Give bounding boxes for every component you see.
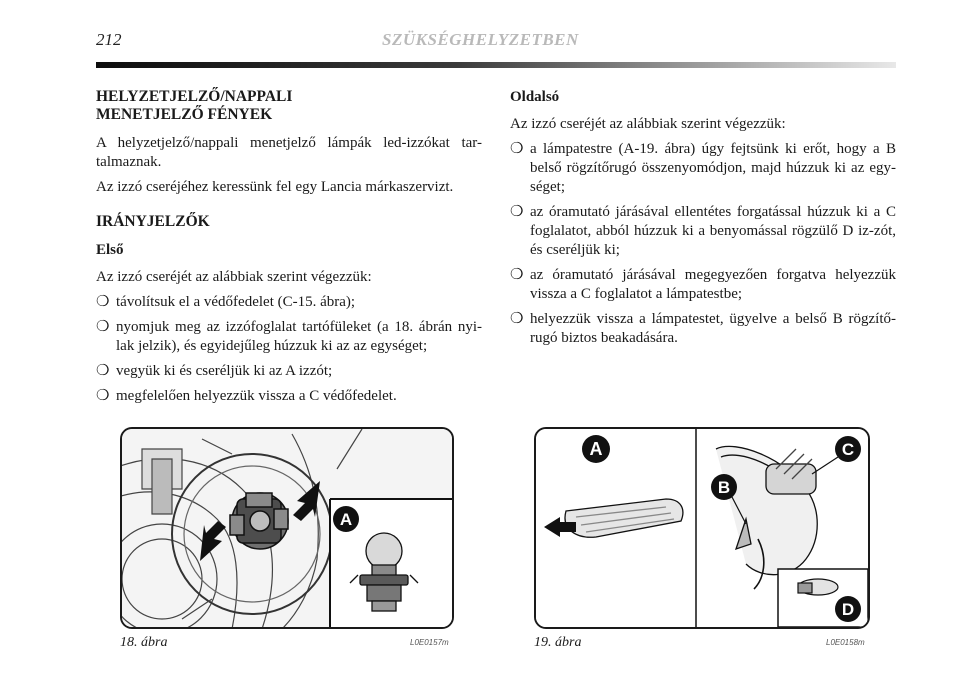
list-item	[510, 310, 896, 348]
figure-19	[534, 427, 870, 629]
paragraph-service: Az izzó cseréjéhez keressünk fel egy Lancia márkaszervizt.	[96, 179, 454, 195]
step-text: helyezzük vissza a lámpatestet, ügyelve a belső B rögzítő-rugó biztos beakadására.	[530, 311, 896, 346]
list-item	[96, 362, 482, 381]
right-column	[510, 88, 896, 354]
heading-position-lights	[96, 88, 482, 124]
running-head: SZÜKSÉGHELYZETBEN	[382, 30, 579, 49]
bullet-icon: ❍	[510, 204, 524, 220]
steps-front	[96, 293, 482, 406]
list-item	[96, 387, 482, 406]
figure-19-code: L0E0158m	[826, 638, 865, 647]
step-text: vegyük ki és cseréljük ki az A izzót;	[116, 363, 333, 379]
intro-front: Az izzó cseréjét az alábbiak szerint végezzük:	[96, 269, 372, 285]
paragraph-led: A helyzetjelző/nappali menetjelző lámpák led-izzókat tar-talmaznak.	[96, 135, 482, 170]
step-text: megfelelően helyezzük vissza a C védőfedelet.	[116, 388, 397, 404]
list-item	[510, 203, 896, 260]
label-a: A	[339, 510, 353, 529]
bulb-d-drawing	[798, 579, 838, 595]
bullet-icon: ❍	[96, 319, 110, 335]
list-item	[510, 140, 896, 197]
label-d: D	[841, 600, 855, 619]
bullet-icon: ❍	[96, 363, 110, 379]
step-text: távolítsuk el a védőfedelet (C-15. ábra);	[116, 294, 356, 310]
subheading-front: Első	[96, 242, 124, 258]
list-item	[510, 266, 896, 304]
bullet-icon: ❍	[96, 294, 110, 310]
steps-side	[510, 140, 896, 348]
figure-19-illustration	[536, 429, 868, 627]
intro-side: Az izzó cseréjét az alábbiak szerint végezzük:	[510, 116, 786, 132]
figure-19-caption: 19. ábra	[534, 635, 582, 650]
header-rule	[96, 62, 896, 68]
bulb-holder-drawing	[230, 493, 288, 549]
label-b: B	[717, 478, 731, 497]
bullet-icon: ❍	[510, 267, 524, 283]
figure-18	[120, 427, 454, 629]
step-text: az óramutató járásával ellentétes forgatással húzzuk ki a C foglalatot, abból húzzuk ki a benyomással rögzülő D iz-zót, és cseréljük ki;	[530, 204, 896, 258]
step-text: a lámpatestre (A-19. ábra) úgy fejtsünk ki erőt, hogy a B belső rögzítőrugó összenyomódjon, majd húzzuk ki az egy-séget;	[530, 141, 896, 195]
subheading-side: Oldalsó	[510, 89, 560, 105]
label-a: A	[589, 439, 603, 459]
heading-line-1: HELYZETJELZŐ/NAPPALI	[96, 88, 293, 105]
heading-indicators: IRÁNYJELZŐK	[96, 213, 210, 230]
step-text: nyomjuk meg az izzófoglalat tartófüleket (a 18. ábrán nyi-lak jelzik), és egyidejűleg húzzuk ki az az egységet;	[116, 319, 482, 354]
bullet-icon: ❍	[96, 388, 110, 404]
figure-18-code: L0E0157m	[410, 638, 449, 647]
list-item	[96, 318, 482, 356]
figure-18-illustration	[122, 429, 452, 627]
bullet-icon: ❍	[510, 141, 524, 157]
bullet-icon: ❍	[510, 311, 524, 327]
step-text: az óramutató járásával megegyezően forgatva helyezzük vissza a C foglalatot a lámpatestbe;	[530, 267, 896, 302]
page-number: 212	[96, 30, 122, 49]
figure-18-caption: 18. ábra	[120, 635, 168, 650]
list-item	[96, 293, 482, 312]
label-c: C	[841, 440, 855, 459]
left-column	[96, 88, 482, 412]
heading-line-2: MENETJELZŐ FÉNYEK	[96, 106, 273, 123]
